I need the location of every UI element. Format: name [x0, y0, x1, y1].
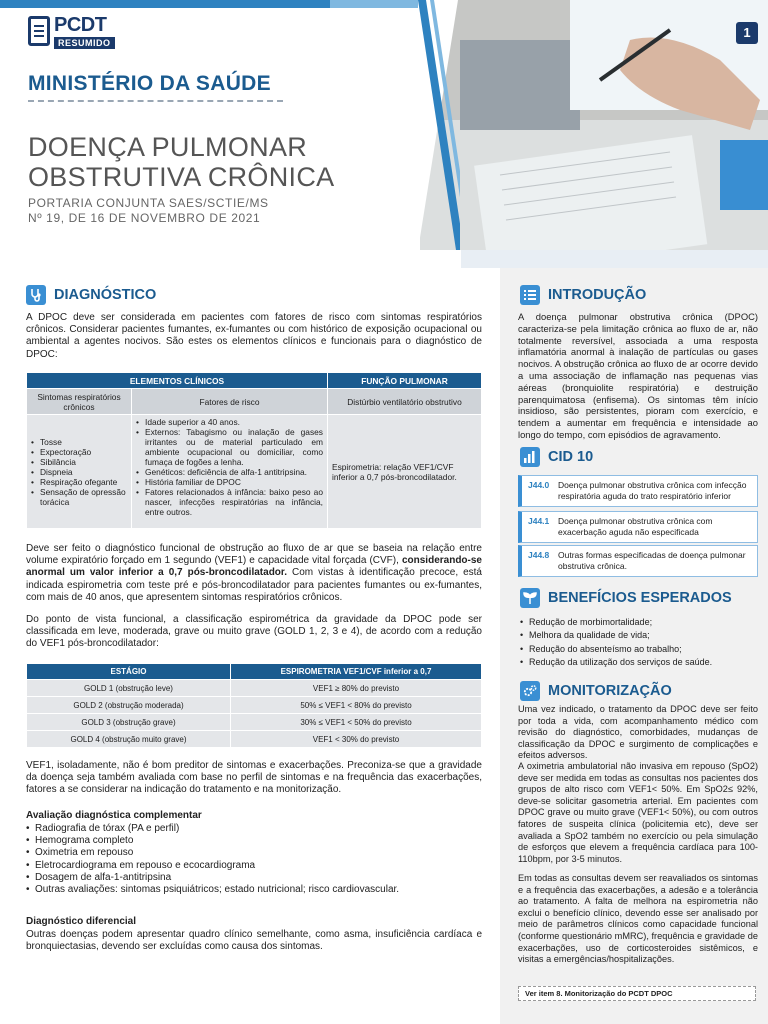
- list-item: • Fatores relacionados à infância: baixo peso ao nascer, infecções respiratórias na infância, entre outros.: [136, 487, 323, 517]
- list-item: • Sibilância: [31, 457, 127, 467]
- spirometry-cell: 30% ≤ VEF1 < 50% do previsto: [231, 714, 482, 731]
- monitorizacao-p1: Uma vez indicado, o tratamento da DPOC deve ser feito por toda a vida, com acompanhamento médico com revisão do diagnóstico, comorbidades, mudanças de classificação da DPOC e surgimento de complicações e efeitos adversos.: [518, 704, 758, 761]
- list-icon: [520, 285, 540, 305]
- subtitle-line-2: Nº 19, DE 16 DE NOVEMBRO DE 2021: [28, 211, 261, 225]
- subtitle-line-1: PORTARIA CONJUNTA SAES/SCTIE/MS: [28, 196, 269, 210]
- page-number: 1: [736, 22, 758, 44]
- spirometry-cell: VEF1 ≥ 80% do previsto: [231, 680, 482, 697]
- list-item: • História familiar de DPOC: [136, 477, 323, 487]
- list-item: • Oximetria em repouso: [26, 847, 482, 859]
- section-title-diagnostico: [26, 285, 156, 305]
- stage-cell: GOLD 2 (obstrução moderada): [27, 697, 231, 714]
- avaliacao-list: [26, 823, 482, 896]
- clinical-elements-table: [26, 372, 482, 529]
- p2-start: Deve ser feito o diagnóstico funcional de obstrução ao fluxo de ar que se baseia na relação entre volume expiratório forçado em 1 segundo (VEF1) e capacidade vital forçada (CVF),: [26, 543, 482, 567]
- list-item: • Redução da utilização dos serviços de saúde.: [520, 656, 758, 669]
- list-item: • Dosagem de alfa-1-antitripsina: [26, 872, 482, 884]
- list-item: • Hemograma completo: [26, 835, 482, 847]
- table-row: [27, 731, 482, 748]
- diagnostico-paragraph-4: VEF1, isoladamente, não é bom preditor de sintomas e exacerbações. Preconiza-se que a gravidade da doença seja também avaliada com base no perfil de sintomas e na frequência das exacerbações, fatores a se considerar na indicação do tratamento e na monitorização.: [26, 760, 482, 796]
- sprout-icon: [520, 588, 540, 608]
- list-item: • Dispneia: [31, 467, 127, 477]
- introducao-text: A doença pulmonar obstrutiva crônica (DPOC) caracteriza-se pela limitação crônica ao fluxo de ar, não totalmente reversível, associada a uma resposta inflamatória anormal à inalação de partículas ou gases nocivos. A obstrução crônica ao fluxo de ar ocorre devido a uma associação de inflamação nas pequenas vias aéreas (bronquiolite respiratória) e destruição parenquimatosa (enfisema). Os sintomas têm início insidioso, são persistentes, pioram com exercício, e tendem a aumentar em frequência e intensidade ao longo do tempo, com episódios de agravamento.: [518, 311, 758, 440]
- logo-line2: RESUMIDO: [54, 37, 115, 49]
- title-line-2: OBSTRUTIVA CRÔNICA: [28, 162, 335, 192]
- ordinance-subtitle: [28, 196, 269, 226]
- ministry-name: MINISTÉRIO DA SAÚDE: [28, 72, 271, 95]
- list-item: • Idade superior a 40 anos.: [136, 417, 323, 427]
- cid-code: J44.1: [528, 516, 550, 526]
- title-line-1: DOENÇA PULMONAR: [28, 132, 308, 162]
- list-item: • Tosse: [31, 437, 127, 447]
- fatores-list: [136, 417, 323, 517]
- table-row: [27, 697, 482, 714]
- p2-end: Com vistas à identificação precoce, está indicada espirometria com teste pré e pós-broncodilatador para pacientes fumantes ou ex-fumantes, com mais de 40 anos, que apresentem sintomas respiratórios crônicos.: [26, 567, 482, 603]
- stage-cell: GOLD 3 (obstrução grave): [27, 714, 231, 731]
- document-icon: [28, 16, 50, 46]
- th-espirometria: ESPIROMETRIA VEF1/CVF inferior a 0,7: [231, 664, 482, 680]
- stage-cell: GOLD 4 (obstrução muito grave): [27, 731, 231, 748]
- gears-icon: [520, 681, 540, 701]
- gold-rows: [27, 680, 482, 748]
- header-band-accent: [330, 0, 420, 8]
- col-sintomas: Sintomas respiratórios crônicos: [27, 389, 132, 415]
- diagnostico-paragraph-3: Do ponto de vista funcional, a classificação espirométrica da gravidade da DPOC pode ser classificada em leve, moderada, grave ou muito grave (GOLD 1, 2, 3 e 4), de acordo com a redução do VEF1 pós-broncodilatador:: [26, 614, 482, 650]
- diagnostico-intro: A DPOC deve ser considerada em pacientes com fatores de risco com sintomas respiratórios crônicos. Considerar pacientes fumantes, ex-fumantes ou com histórico de exposição ocupacional ou ambiental a agentes nocivos. São estes os elementos clínicos e funcionais para o diagnóstico de DPOC:: [26, 312, 482, 360]
- stage-cell: GOLD 1 (obstrução leve): [27, 680, 231, 697]
- cid-code: J44.0: [528, 480, 550, 490]
- diferencial-heading: Diagnóstico diferencial: [26, 916, 137, 927]
- list-item: • Sensação de opressão torácica: [31, 487, 127, 507]
- dashed-divider: [28, 100, 283, 102]
- section-title-beneficios: [520, 588, 732, 608]
- cid-item: [518, 545, 758, 577]
- monitorizacao-p3: Em todas as consultas devem ser reavaliados os sintomas e a frequência das exacerbações, a adesão e a tolerância ao tratamento. A falta de melhora na espirometria não exclui o benefício clínico, devendo esse ser analisado por meio de parâmetros clínicos como capacidade funcional (conforme questionário mMRC), frequência e gravidade de exacerbações, uso de corticosteroides sistêmicos, e visitas a emergências/hospitalizações.: [518, 873, 758, 965]
- th-elementos-clinicos: ELEMENTOS CLÍNICOS: [27, 373, 328, 389]
- diagnostico-paragraph-2: [26, 543, 482, 604]
- list-item: • Melhora da qualidade de vida;: [520, 629, 758, 642]
- cid-code: J44.8: [528, 550, 550, 560]
- monitorizacao-p2: A oximetria ambulatorial não invasiva em repouso (SpO2) deve ser medida em todas as consultas nos pacientes dos grupos de alto risco com VEF1< 50%. Em SpO2≤ 92%, deve-se solicitar gasometria arterial. Em pacientes com DPOC grave ou muito grave (VEF1< 50%), ou com outros fatores de suspeita clínica (policitemia etc), deve ser avaliada a SpO2 também no exercício ou pela simulação de esforços que elevem a frequência cardíaca para 100-110bpm, por 3-5 minutos.: [518, 761, 758, 864]
- section-title-cid: [520, 447, 593, 467]
- spirometry-cell: 50% ≤ VEF1 < 80% do previsto: [231, 697, 482, 714]
- sintomas-list: [31, 437, 127, 507]
- cid-heading: CID 10: [548, 449, 594, 465]
- list-item: • Respiração ofegante: [31, 477, 127, 487]
- table-row: [27, 714, 482, 731]
- list-item: • Externos: Tabagismo ou inalação de gases irritantes ou de material particulado em ambiente ocupacional ou domiciliar, como fumaça de fogões a lenha.: [136, 427, 323, 467]
- cell-fatores: [132, 415, 328, 529]
- cid-desc: Doença pulmonar obstrutiva crônica com exacerbação aguda não especificada: [558, 516, 713, 537]
- cid-desc: Doença pulmonar obstrutiva crônica com infecção respiratória aguda do trato respiratório inferior: [558, 480, 747, 501]
- bar-chart-icon: [520, 447, 540, 467]
- cell-espirometria: Espirometria: relação VEF1/CVF inferior a 0,7 pós-broncodilatador.: [328, 415, 482, 529]
- col-fatores: Fatores de risco: [132, 389, 328, 415]
- section-divider-band: [0, 250, 768, 268]
- table-row: [27, 680, 482, 697]
- stethoscope-icon: [26, 285, 46, 305]
- cid-item: [518, 475, 758, 507]
- cid-desc: Outras formas especificadas de doença pulmonar obstrutiva crônica.: [558, 550, 746, 571]
- doctor-writing-image: [420, 0, 768, 250]
- col-disturbio: Distúrbio ventilatório obstrutivo: [328, 389, 482, 415]
- list-item: • Expectoração: [31, 447, 127, 457]
- document-title: [28, 132, 334, 192]
- photo-edge-stripes: [418, 0, 460, 250]
- see-item-reference[interactable]: Ver item 8. Monitorização do PCDT DPOC: [518, 986, 756, 1001]
- pcdt-logo: [28, 16, 118, 50]
- beneficios-list: [520, 616, 758, 670]
- section-title-introducao: [520, 285, 646, 305]
- section-title-monitorizacao: [520, 681, 672, 701]
- cid-item: [518, 511, 758, 543]
- list-item: • Redução do absenteísmo ao trabalho;: [520, 643, 758, 656]
- list-item: • Outras avaliações: sintomas psiquiátricos; estado nutricional; risco cardiovascular.: [26, 884, 482, 896]
- list-item: • Redução de morbimortalidade;: [520, 616, 758, 629]
- th-estagio: ESTÁGIO: [27, 664, 231, 680]
- header-photo: [420, 0, 768, 250]
- list-item: • Eletrocardiograma em repouso e ecocardiograma: [26, 860, 482, 872]
- gold-staging-table: [26, 663, 482, 748]
- avaliacao-heading: Avaliação diagnóstica complementar: [26, 810, 202, 821]
- beneficios-heading: BENEFÍCIOS ESPERADOS: [548, 590, 732, 606]
- th-funcao-pulmonar: FUNÇÃO PULMONAR: [328, 373, 482, 389]
- monitorizacao-heading: MONITORIZAÇÃO: [548, 683, 672, 699]
- introducao-heading: INTRODUÇÃO: [548, 287, 647, 303]
- logo-line1: PCDT: [54, 14, 107, 36]
- list-item: • Radiografia de tórax (PA e perfil): [26, 823, 482, 835]
- diferencial-text: Outras doenças podem apresentar quadro clínico semelhante, como asma, insuficiência cardíaca e bronquiectasias, devendo ser excluídas como causa dos sintomas.: [26, 929, 482, 953]
- diagnostico-heading: DIAGNÓSTICO: [54, 287, 157, 303]
- cell-sintomas: [27, 415, 132, 529]
- p2-bold: considerando-se anormal um valor inferior a 0,7 pós-broncodilatador.: [26, 555, 482, 579]
- list-item: • Genéticos: deficiência de alfa-1 antitripsina.: [136, 467, 323, 477]
- spirometry-cell: VEF1 < 30% do previsto: [231, 731, 482, 748]
